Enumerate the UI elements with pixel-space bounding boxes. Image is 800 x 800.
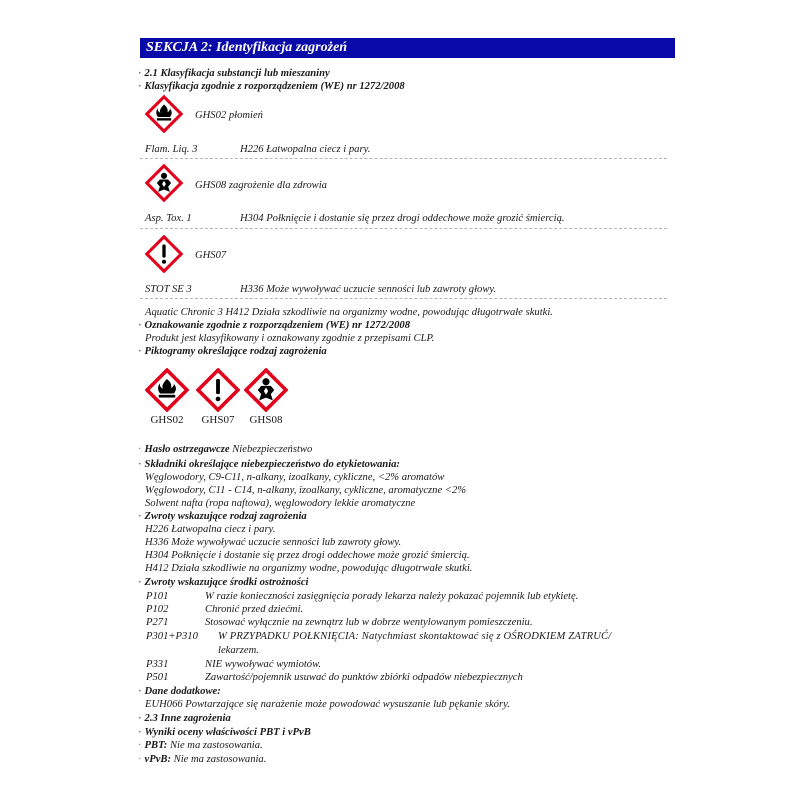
ghs08-health-hazard-icon bbox=[244, 368, 288, 412]
separator bbox=[140, 298, 667, 299]
p-text: W razie konieczności zasięgnięcia porady lekarza należy pokazać pojemnik lub etykietę. bbox=[205, 591, 579, 602]
pictogram-code: GHS07 bbox=[201, 414, 235, 426]
ghs02-flame-icon bbox=[145, 95, 183, 133]
signal-word: Niebezpieczeństwo bbox=[232, 444, 313, 455]
hazard-class: Asp. Tox. 1 bbox=[145, 213, 192, 224]
labelling-title: · Oznakowanie zgodnie z rozporządzeniem (WE) nr 1272/2008 bbox=[138, 320, 411, 331]
section-2-1-title: · 2.1 Klasyfikacja substancji lub mieszaniny bbox=[138, 68, 330, 79]
p-code: P271 bbox=[146, 617, 169, 628]
separator bbox=[140, 228, 667, 229]
pbt-value: Nie ma zastosowania. bbox=[169, 740, 263, 751]
classification-subtitle: · Klasyfikacja zgodnie z rozporządzeniem (WE) nr 1272/2008 bbox=[138, 81, 405, 92]
component-item: Węglowodory, C11 - C14, n-alkany, izoalkany, cykliczne, aromatyczne <2% bbox=[145, 485, 467, 496]
p-text: Stosować wyłącznie na zewnątrz lub w dobrze wentylowanym pomieszczeniu. bbox=[205, 617, 533, 628]
p-code: P102 bbox=[146, 604, 169, 615]
ghs08-health-hazard-icon bbox=[145, 164, 183, 202]
hazard-class: Flam. Liq. 3 bbox=[145, 144, 198, 155]
vpvb-value: Nie ma zastosowania. bbox=[173, 754, 267, 765]
p-statements-title: · Zwroty wskazujące środki ostrożności bbox=[138, 577, 309, 588]
h-statement: H304 Połknięcie i dostanie się przez drogi oddechowe może grozić śmiercią. bbox=[145, 550, 470, 561]
ghs07-exclamation-icon bbox=[145, 235, 183, 273]
h-statement: H412 Działa szkodliwie na organizmy wodne, powodując długotrwałe skutki. bbox=[145, 563, 473, 574]
hazard-pictogram-label: GHS07 bbox=[195, 250, 227, 261]
hazard-statement: H336 Może wywoływać uczucie senności lub zawroty głowy. bbox=[240, 284, 497, 295]
vpvb-line: · vPvB: Nie ma zastosowania. bbox=[138, 754, 267, 765]
p-text: Zawartość/pojemnik usuwać do punktów zbiórki odpadów niebezpiecznych bbox=[205, 672, 523, 683]
hazard-pictogram-label: GHS02 płomień bbox=[195, 110, 263, 121]
pbt-results-title: · Wyniki oceny właściwości PBT i vPvB bbox=[138, 727, 311, 738]
hazard-pictogram-label: GHS08 zagrożenie dla zdrowia bbox=[195, 180, 327, 191]
hazard-statement: H304 Połknięcie i dostanie się przez drogi oddechowe może grozić śmiercią. bbox=[240, 213, 565, 224]
extra-info-text: EUH066 Powtarzające się narażenie może powodować wysuszanie lub pękanie skóry. bbox=[145, 699, 510, 710]
pbt-line: · PBT: Nie ma zastosowania. bbox=[138, 740, 263, 751]
p-text: W PRZYPADKU POŁKNIĘCIA: Natychmiast skontaktować się z OŚRODKIEM ZATRUĆ/ bbox=[218, 631, 612, 642]
section-header: SEKCJA 2: Identyfikacja zagrożeń bbox=[140, 38, 675, 58]
p-code: P501 bbox=[146, 672, 169, 683]
separator bbox=[140, 158, 667, 159]
hazard-statement: H226 Łatwopalna ciecz i pary. bbox=[240, 144, 371, 155]
aquatic-hazard: Aquatic Chronic 3 H412 Działa szkodliwie na organizmy wodne, powodując długotrwałe skutki. bbox=[145, 307, 553, 318]
p-text: Chronić przed dziećmi. bbox=[205, 604, 304, 615]
p-code: P331 bbox=[146, 659, 169, 670]
p-text: NIE wywoływać wymiotów. bbox=[205, 659, 322, 670]
p-text: lekarzem. bbox=[218, 645, 259, 656]
component-item: Węglowodory, C9-C11, n-alkany, izoalkany, cykliczne, <2% aromatów bbox=[145, 472, 445, 483]
component-item: Solwent nafta (ropa naftowa), węglowodory lekkie aromatyczne bbox=[145, 498, 416, 509]
components-title: · Składniki określające niebezpieczeństwo do etykietowania: bbox=[138, 459, 400, 470]
p-code: P101 bbox=[146, 591, 169, 602]
pictogram-code: GHS02 bbox=[150, 414, 184, 426]
section-2-3-title: · 2.3 Inne zagrożenia bbox=[138, 713, 231, 724]
pictograms-title: · Piktogramy określające rodzaj zagrożenia bbox=[138, 346, 327, 357]
signal-word-line: · Hasło ostrzegawcze Niebezpieczeństwo bbox=[138, 444, 313, 455]
h-statement: H336 Może wywoływać uczucie senności lub zawroty głowy. bbox=[145, 537, 402, 548]
extra-info-title: · Dane dodatkowe: bbox=[138, 686, 221, 697]
pictogram-code: GHS08 bbox=[249, 414, 283, 426]
signal-word-label: Hasło ostrzegawcze bbox=[144, 444, 230, 455]
pbt-label: PBT: bbox=[144, 740, 168, 751]
h-statements-title: · Zwroty wskazujące rodzaj zagrożenia bbox=[138, 511, 307, 522]
hazard-class: STOT SE 3 bbox=[145, 284, 192, 295]
ghs07-exclamation-icon bbox=[196, 368, 240, 412]
ghs02-flame-icon bbox=[145, 368, 189, 412]
labelling-text: Produkt jest klasyfikowany i oznakowany zgodnie z przepisami CLP. bbox=[145, 333, 435, 344]
vpvb-label: vPvB: bbox=[144, 754, 172, 765]
h-statement: H226 Łatwopalna ciecz i pary. bbox=[145, 524, 276, 535]
p-code: P301+P310 bbox=[146, 631, 198, 642]
